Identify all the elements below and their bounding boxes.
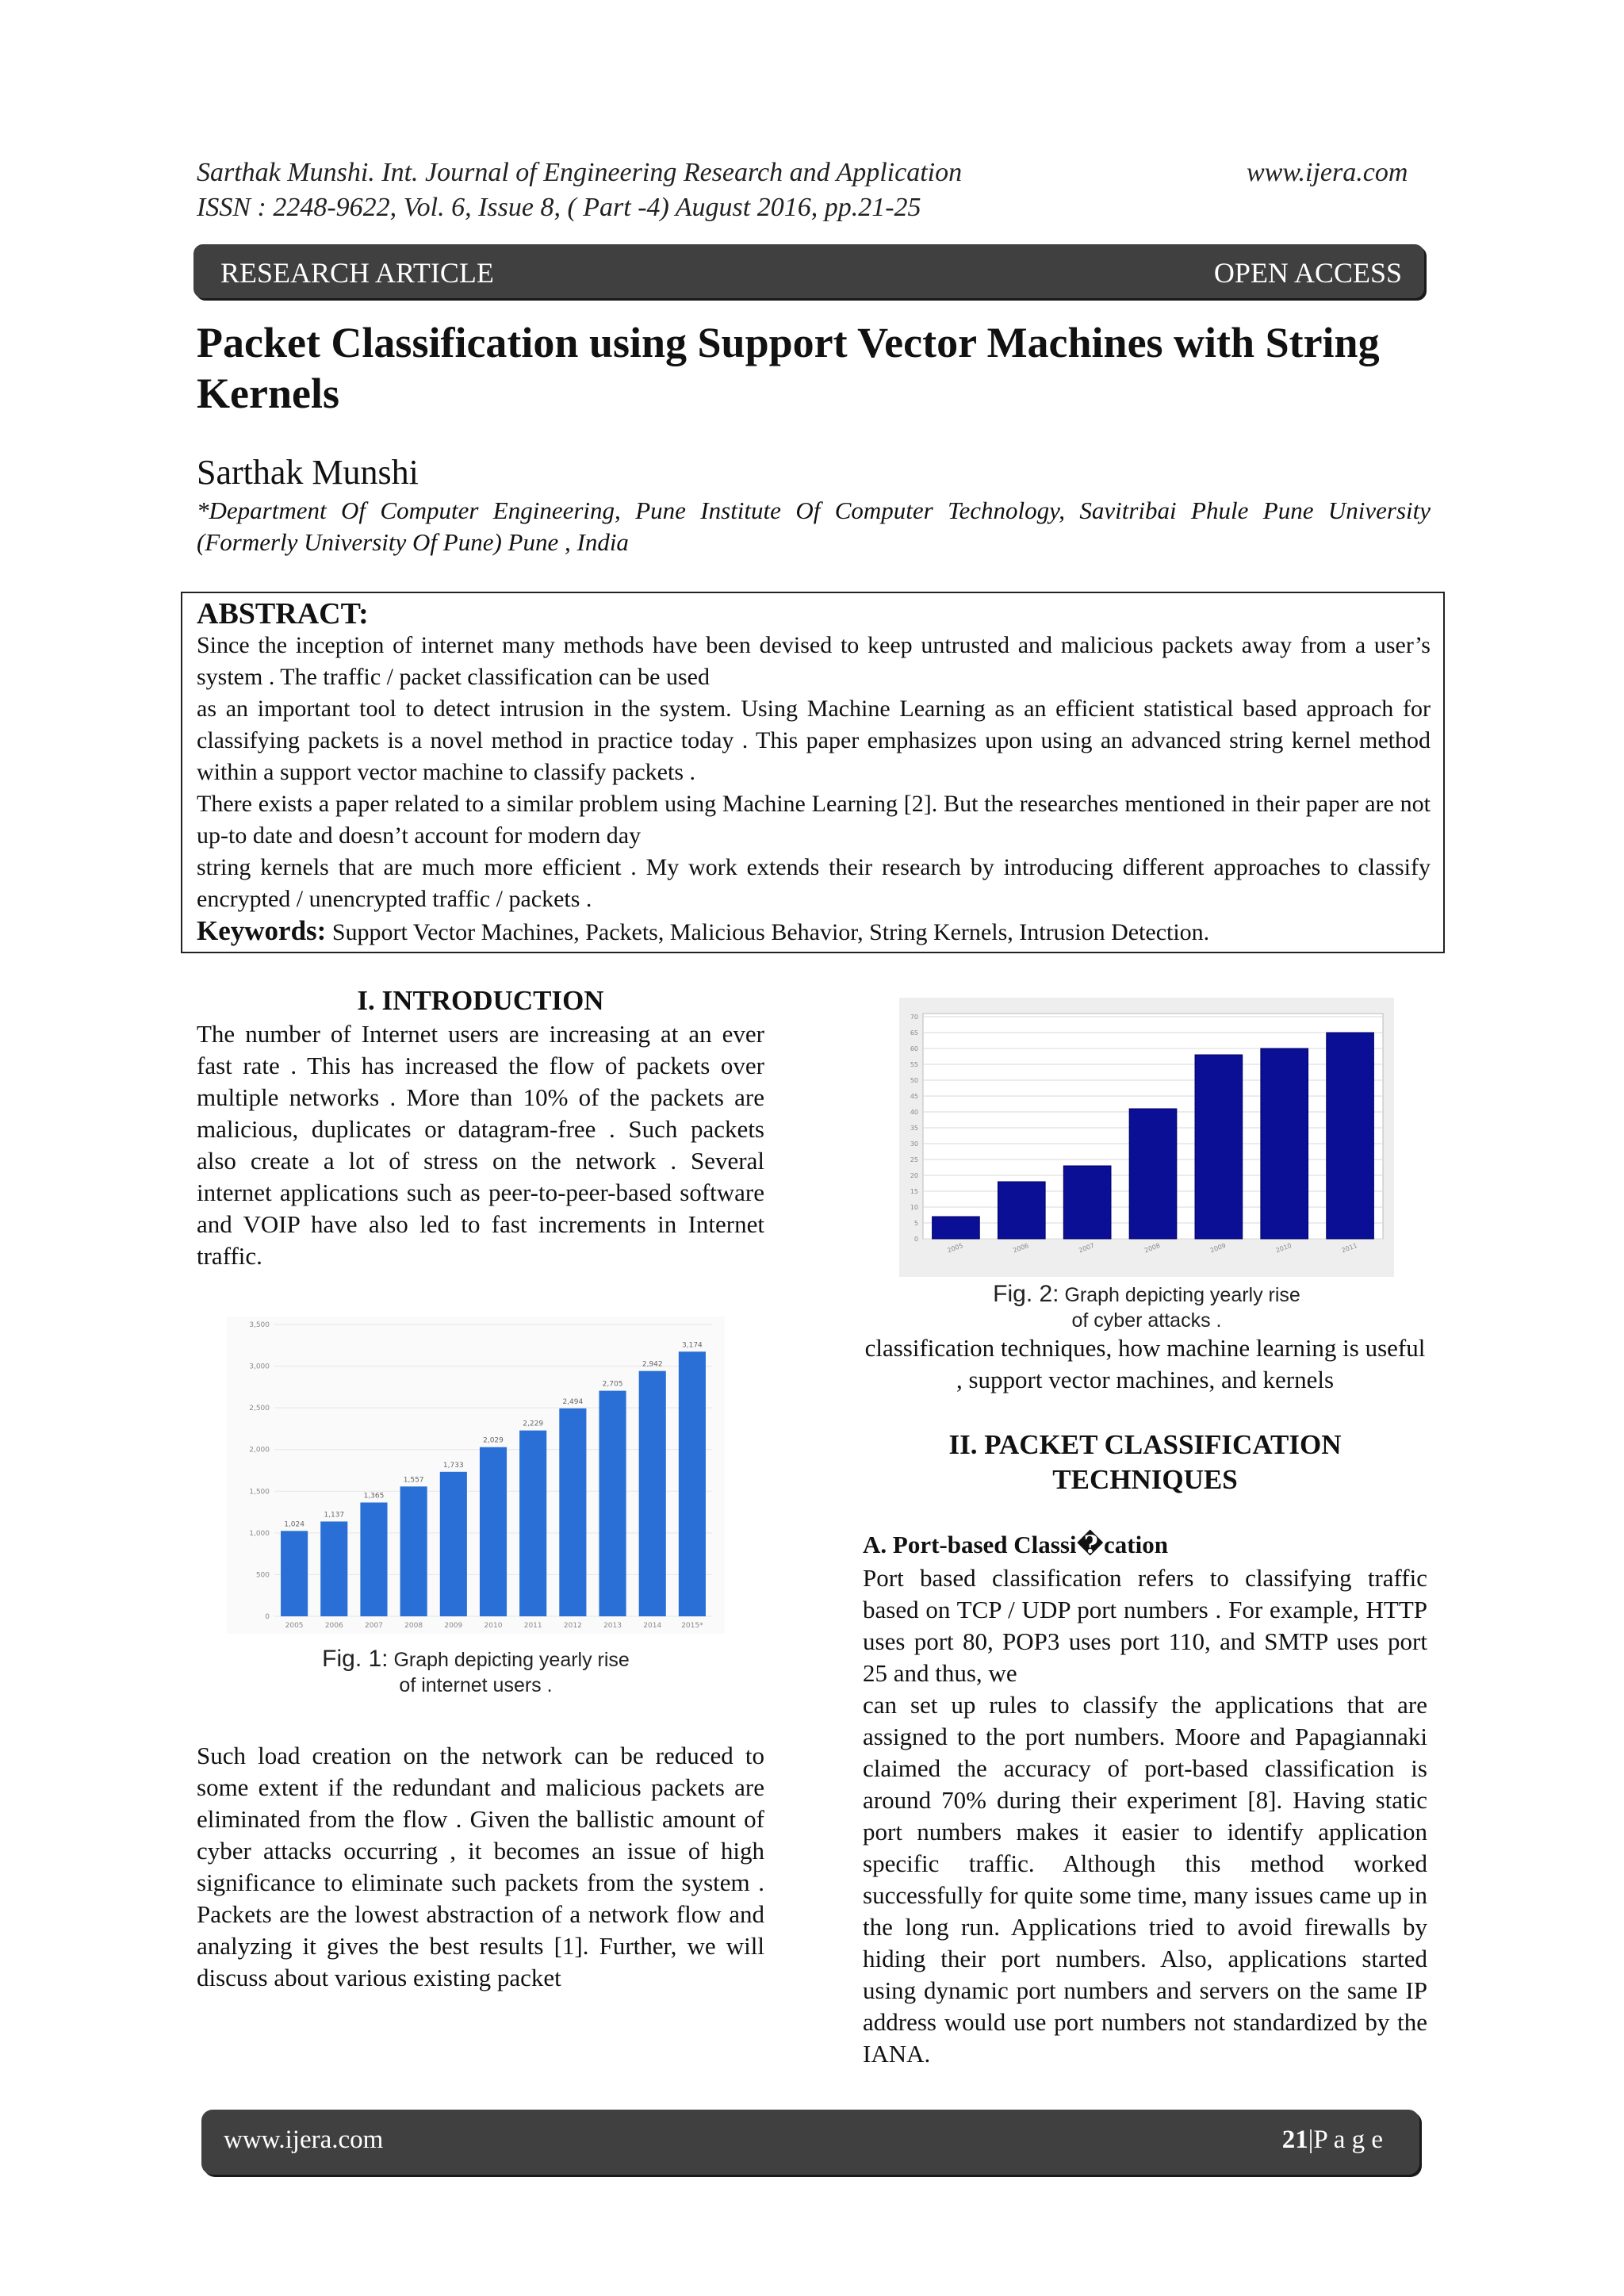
data-label: 2,705 bbox=[602, 1380, 623, 1389]
bar bbox=[519, 1431, 546, 1616]
bar bbox=[320, 1521, 347, 1616]
bar bbox=[1261, 1048, 1308, 1239]
bar bbox=[599, 1391, 626, 1616]
bar bbox=[998, 1182, 1045, 1239]
section-heading-2-line-2: TECHNIQUES bbox=[1052, 1464, 1238, 1495]
x-tick-label: 2011 bbox=[523, 1622, 542, 1630]
bar bbox=[1129, 1109, 1177, 1239]
data-label: 1,557 bbox=[403, 1476, 424, 1485]
fig1-caption-label: Fig. 1: bbox=[322, 1646, 389, 1672]
data-label: 3,174 bbox=[682, 1341, 703, 1350]
bar bbox=[360, 1502, 387, 1616]
x-tick-label: 2015* bbox=[681, 1622, 703, 1630]
keywords-text: Support Vector Machines, Packets, Malicious Behavior, String Kernels, Intrusion Detection. bbox=[331, 919, 1210, 945]
fig2-caption-label: Fig. 2: bbox=[993, 1281, 1059, 1307]
x-tick-label: 2008 bbox=[1143, 1241, 1162, 1255]
footer-page-number bbox=[1282, 2125, 1383, 2155]
x-tick-label: 2012 bbox=[563, 1622, 582, 1630]
x-tick-label: 2008 bbox=[404, 1622, 423, 1630]
y-tick-label: 15 bbox=[910, 1188, 918, 1195]
abstract-paragraph: as an important tool to detect intrusion in the system. Using Machine Learning as an efficient statistical based approach for classifying packets is a novel method in practice today . This paper emphasizes upon using an advanced string kernel method within a support vector machine to classify packets . bbox=[197, 696, 1431, 785]
x-tick-label: 2013 bbox=[603, 1622, 622, 1630]
x-tick-label: 2007 bbox=[365, 1622, 383, 1630]
abstract-paragraph: There exists a paper related to a similar problem using Machine Learning [2]. But the researches mentioned in their paper are not up-to date and doesn’t account for modern day bbox=[197, 791, 1431, 849]
data-label: 2,494 bbox=[562, 1397, 584, 1406]
x-tick-label: 2010 bbox=[1274, 1241, 1293, 1255]
section-heading-2-line-1: II. PACKET CLASSIFICATION bbox=[948, 1429, 1342, 1460]
continuation-text: classification techniques, how machine learning is useful , support vector machines, and kernels bbox=[864, 1334, 1426, 1393]
y-tick-label: 50 bbox=[910, 1077, 918, 1084]
intro-paragraph-1: The number of Internet users are increasing at an ever fast rate . This has increased the flow of packets over multiple networks . More than 10% of the packets are malicious, duplicates or datagram-free . Such packets also create a lot of stress on the network . Several internet applications such as peer-to-peer-based software and VOIP have also led to fast increments in Internet traffic. bbox=[197, 1020, 764, 1270]
page-number: 21 bbox=[1281, 2125, 1308, 2154]
x-tick-label: 2007 bbox=[1078, 1241, 1096, 1255]
bar bbox=[1063, 1166, 1111, 1239]
page-label: |P a g e bbox=[1308, 2125, 1383, 2154]
port-paragraph-2: can set up rules to classify the applications that are assigned to the port numbers. Moore and Papagiannaki claimed the accuracy of port-based classification is around 70% during their experiment [8]. Having static port numbers makes it easier to identify application specific traffic. Although this method worked successfully for quite some time, many issues came up in the long run. Applications tried to avoid firewalls by hiding their port numbers. Also, applications started using dynamic port numbers and servers on the same IP address would use port numbers not standardized by the IANA. bbox=[863, 1691, 1427, 2068]
intro-paragraph-2: Such load creation on the network can be reduced to some extent if the redundant and malicious packets are eliminated from the flow . Given the ballistic amount of cyber attacks occurring , it becomes an issue of high significance to eliminate such packets from the system . Packets are the lowest abstraction of a network flow and analyzing it gives the best results [1]. Further, we will discuss about various existing packet bbox=[197, 1742, 764, 1991]
bar bbox=[400, 1486, 427, 1616]
y-tick-label: 5 bbox=[914, 1220, 918, 1227]
fig2-caption bbox=[899, 1282, 1394, 1333]
fig2-caption-text: Graph depicting yearly rise bbox=[1064, 1284, 1300, 1306]
x-tick-label: 2009 bbox=[1208, 1241, 1228, 1255]
y-tick-label: 65 bbox=[910, 1029, 918, 1037]
y-tick-label: 2,500 bbox=[249, 1405, 270, 1413]
port-paragraph-1: Port based classification refers to classifying traffic based on TCP / UDP port numbers . For example, HTTP uses port 80, POP3 uses port 110, and SMTP uses port 25 and thus, we bbox=[863, 1564, 1427, 1687]
bar bbox=[440, 1472, 467, 1616]
x-tick-label: 2014 bbox=[643, 1622, 662, 1630]
x-tick-label: 2005 bbox=[285, 1622, 304, 1630]
y-tick-label: 35 bbox=[910, 1125, 918, 1132]
section-heading-introduction: I. INTRODUCTION bbox=[357, 985, 604, 1016]
y-tick-label: 2,000 bbox=[249, 1446, 270, 1455]
research-article-label: RESEARCH ARTICLE bbox=[220, 257, 494, 289]
x-tick-label: 2005 bbox=[946, 1241, 964, 1255]
bar bbox=[480, 1447, 507, 1616]
data-label: 1,024 bbox=[284, 1520, 304, 1529]
data-label: 1,733 bbox=[442, 1461, 464, 1470]
journal-website[interactable]: www.ijera.com bbox=[1247, 158, 1408, 187]
bar bbox=[559, 1409, 586, 1616]
y-tick-label: 55 bbox=[910, 1061, 918, 1068]
article-type-banner bbox=[193, 244, 1424, 298]
y-tick-label: 30 bbox=[910, 1140, 918, 1148]
y-tick-label: 45 bbox=[910, 1093, 918, 1100]
data-label: 2,229 bbox=[523, 1420, 544, 1428]
footer-website[interactable]: www.ijera.com bbox=[224, 2125, 384, 2154]
keywords-line bbox=[197, 915, 1431, 949]
fig2-chart bbox=[899, 998, 1394, 1277]
open-access-label: OPEN ACCESS bbox=[1213, 257, 1402, 289]
journal-citation: Sarthak Munshi. Int. Journal of Engineering Research and Application bbox=[197, 158, 963, 187]
y-tick-label: 1,500 bbox=[249, 1488, 270, 1497]
y-tick-label: 0 bbox=[265, 1613, 270, 1621]
abstract-paragraph: Since the inception of internet many methods have been devised to keep untrusted and malicious packets away from a user’s system . The traffic / packet classification can be used bbox=[197, 632, 1431, 690]
fig1-chart bbox=[227, 1317, 725, 1634]
data-label: 2,942 bbox=[642, 1360, 663, 1369]
y-tick-label: 70 bbox=[910, 1014, 918, 1021]
y-tick-label: 3,000 bbox=[249, 1363, 270, 1371]
y-tick-label: 500 bbox=[255, 1571, 270, 1580]
author-name: Sarthak Munshi bbox=[197, 453, 419, 492]
data-label: 2,029 bbox=[483, 1436, 504, 1445]
bar bbox=[933, 1217, 980, 1239]
x-tick-label: 2011 bbox=[1340, 1241, 1358, 1255]
y-tick-label: 10 bbox=[910, 1204, 918, 1211]
x-tick-label: 2010 bbox=[484, 1622, 503, 1630]
y-tick-label: 25 bbox=[910, 1156, 918, 1163]
x-tick-label: 2006 bbox=[324, 1622, 343, 1630]
y-tick-label: 1,000 bbox=[249, 1529, 270, 1538]
fig1-caption bbox=[227, 1646, 725, 1698]
page-footer bbox=[201, 2110, 1419, 2175]
fig1-caption-text: Graph depicting yearly rise bbox=[393, 1649, 630, 1671]
subsection-heading-a: A. Port-based Classi�cation bbox=[863, 1531, 1168, 1558]
fig1-caption-text-2: of internet users . bbox=[399, 1674, 553, 1696]
bar bbox=[1327, 1033, 1374, 1239]
issn-line: ISSN : 2248-9622, Vol. 6, Issue 8, ( Part -4) August 2016, pp.21-25 bbox=[197, 193, 921, 222]
bar bbox=[281, 1531, 308, 1616]
y-tick-label: 3,500 bbox=[249, 1321, 270, 1329]
y-tick-label: 20 bbox=[910, 1172, 918, 1179]
fig2-caption-text-2: of cyber attacks . bbox=[1071, 1309, 1222, 1332]
data-label: 1,365 bbox=[363, 1492, 385, 1501]
abstract-paragraph: string kernels that are much more efficient . My work extends their research by introducing different approaches to classify encrypted / unencrypted traffic / packets . bbox=[197, 854, 1431, 912]
y-tick-label: 0 bbox=[914, 1236, 918, 1243]
bar bbox=[679, 1351, 706, 1616]
keywords-label: Keywords: bbox=[197, 915, 327, 946]
data-label: 1,137 bbox=[324, 1511, 345, 1520]
author-affiliation: *Department Of Computer Engineering, Pune Institute Of Computer Technology, Savitribai Phule Pune University (Formerly University Of Pune) Pune , India bbox=[197, 496, 1431, 556]
paper-title: Packet Classification using Support Vector Machines with String Kernels bbox=[197, 319, 1380, 417]
y-tick-label: 60 bbox=[910, 1045, 918, 1052]
bar bbox=[1195, 1055, 1243, 1239]
bar bbox=[639, 1371, 666, 1616]
y-tick-label: 40 bbox=[910, 1109, 918, 1116]
abstract-heading: ABSTRACT: bbox=[197, 597, 369, 631]
x-tick-label: 2009 bbox=[444, 1622, 463, 1630]
x-tick-label: 2006 bbox=[1012, 1241, 1030, 1255]
